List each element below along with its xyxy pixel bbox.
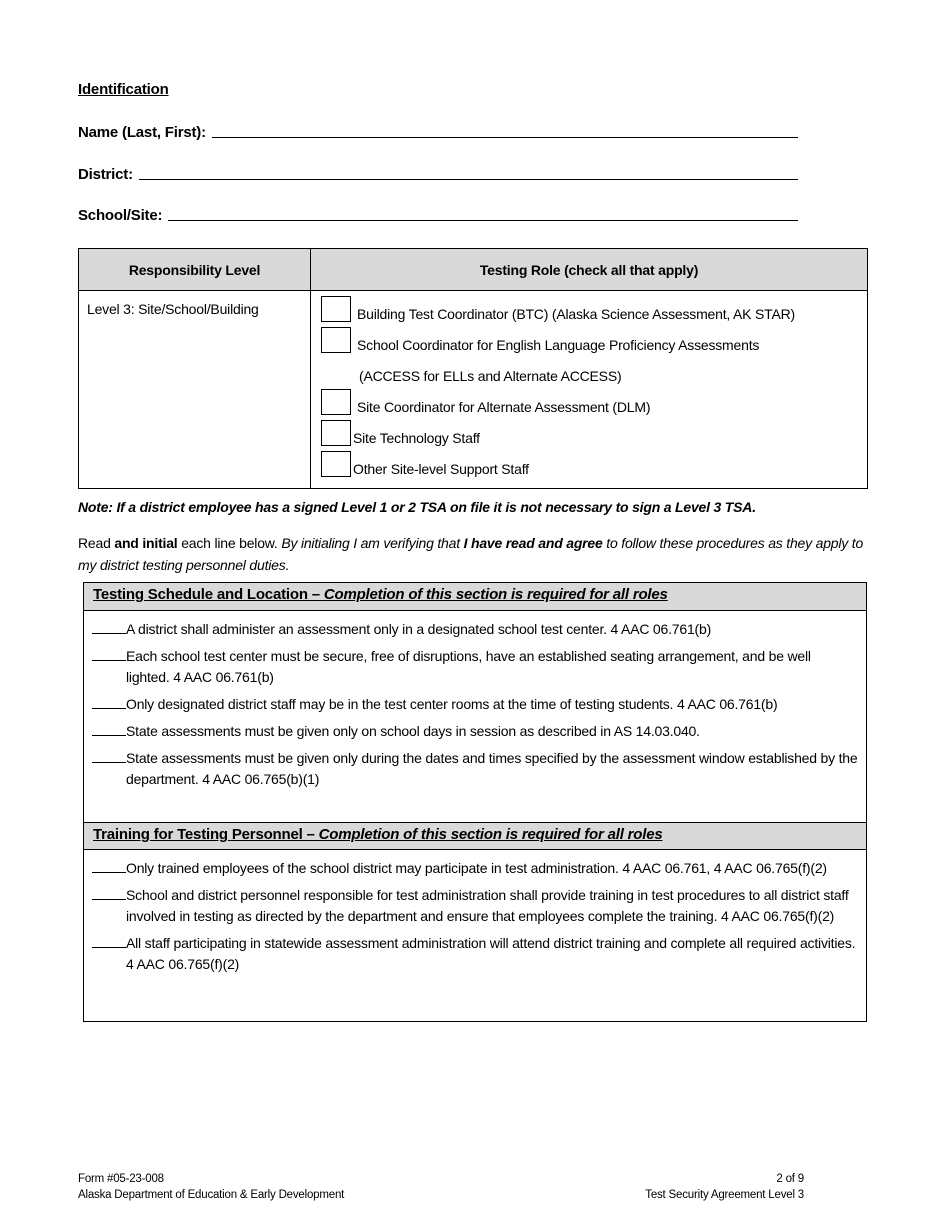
rule-text: All staff participating in statewide assessment administration will attend district training and complete all required activities. 4 AAC 06.765(f)(2) [126, 935, 856, 972]
role-label: School Coordinator for English Language Proficiency Assessments [357, 337, 760, 353]
district-field[interactable] [78, 166, 798, 183]
section-header [84, 583, 866, 611]
district-input-line[interactable] [139, 166, 798, 180]
t: and initial [114, 535, 178, 551]
role-label: (ACCESS for ELLs and Alternate ACCESS) [359, 368, 622, 384]
identification-heading: Identification [78, 81, 169, 98]
rule-item [92, 858, 858, 879]
checkbox[interactable] [321, 389, 351, 415]
note: Note: If a district employee has a signed Level 1 or 2 TSA on file it is not necessary to sign a Level 3 TSA. [78, 499, 756, 515]
instructions [78, 532, 873, 576]
t: I have read and agree [463, 535, 603, 551]
t: Read [78, 535, 115, 551]
checkbox[interactable] [321, 451, 351, 477]
col-responsibility-level: Responsibility Level [79, 249, 311, 291]
role-other[interactable] [321, 446, 857, 477]
initial-blank[interactable] [92, 748, 126, 763]
school-input-line[interactable] [168, 207, 798, 221]
district-label: District: [78, 166, 133, 183]
col-testing-role: Testing Role (check all that apply) [311, 249, 868, 291]
school-field[interactable] [78, 207, 798, 224]
t: By initialing I am verifying that [281, 535, 464, 551]
role-elp-coordinator[interactable] [321, 322, 857, 353]
section-body [84, 611, 866, 822]
role-label: Building Test Coordinator (BTC) (Alaska Science Assessment, AK STAR) [357, 306, 795, 322]
name-label: Name (Last, First): [78, 124, 206, 141]
footer-right [645, 1171, 804, 1203]
initial-blank[interactable] [92, 646, 126, 661]
form-number: Form #05-23-008 [78, 1173, 164, 1185]
roles-table [78, 248, 868, 489]
page-number: 2 of 9 [776, 1173, 804, 1185]
t: to follow these procedures as they apply to my district testing personnel duties. [78, 535, 864, 573]
initial-blank[interactable] [92, 721, 126, 736]
section-body [84, 850, 866, 1021]
rule-text: State assessments must be given only on school days in session as described in AS 14.03.040. [126, 723, 700, 739]
checkbox[interactable] [321, 327, 351, 353]
checkbox[interactable] [321, 420, 351, 446]
t: Testing Schedule and Location – [93, 586, 324, 603]
rule-item [92, 694, 858, 715]
initial-blank[interactable] [92, 694, 126, 709]
rule-text: A district shall administer an assessment only in a designated school test center. 4 AAC 06.761(b) [126, 621, 712, 637]
rule-text: Only trained employees of the school district may participate in test administration. 4 AAC 06.761, 4 AAC 06.765(f)(2) [126, 860, 827, 876]
t: Completion of this section is required for all roles [323, 586, 668, 603]
rule-text: State assessments must be given only during the dates and times specified by the assessment window established by the department. 4 AAC 06.765(b)(1) [126, 750, 858, 787]
rule-item [92, 619, 858, 640]
initial-blank[interactable] [92, 619, 126, 634]
role-label: Site Coordinator for Alternate Assessment (DLM) [357, 399, 651, 415]
rule-text: Each school test center must be secure, free of disruptions, have an established seating arrangement, and be well lighted. 4 AAC 06.761(b) [126, 648, 811, 685]
role-label: Other Site-level Support Staff [353, 461, 529, 477]
footer-left [78, 1171, 344, 1203]
rule-item [92, 646, 858, 688]
t: each line below. [177, 535, 282, 551]
role-label: Site Technology Staff [353, 430, 480, 446]
rule-text: School and district personnel responsible for test administration shall provide training in test procedures to all district staff involved in testing as directed by the department and ensure that employees complete the training. 4 AAC 06.765(f)(2) [126, 887, 849, 924]
rules-table [83, 582, 867, 1022]
role-elp-note [321, 353, 857, 384]
name-input-line[interactable] [212, 124, 798, 138]
rule-item [92, 933, 858, 975]
initial-blank[interactable] [92, 858, 126, 873]
role-dlm[interactable] [321, 384, 857, 415]
role-tech[interactable] [321, 415, 857, 446]
rule-item [92, 885, 858, 927]
section-header [84, 822, 866, 850]
document-title: Test Security Agreement Level 3 [645, 1189, 804, 1201]
checkbox[interactable] [321, 296, 351, 322]
initial-blank[interactable] [92, 933, 126, 948]
t: Training for Testing Personnel – [93, 826, 319, 843]
level-cell: Level 3: Site/School/Building [79, 291, 311, 489]
department: Alaska Department of Education & Early Development [78, 1189, 345, 1201]
rule-item [92, 748, 858, 790]
t: Completion of this section is required for all roles [318, 826, 663, 843]
role-btc[interactable] [321, 291, 857, 322]
school-label: School/Site: [78, 207, 163, 224]
initial-blank[interactable] [92, 885, 126, 900]
name-field[interactable] [78, 124, 798, 141]
rule-text: Only designated district staff may be in the test center rooms at the time of testing students. 4 AAC 06.761(b) [126, 696, 778, 712]
rule-item [92, 721, 858, 742]
